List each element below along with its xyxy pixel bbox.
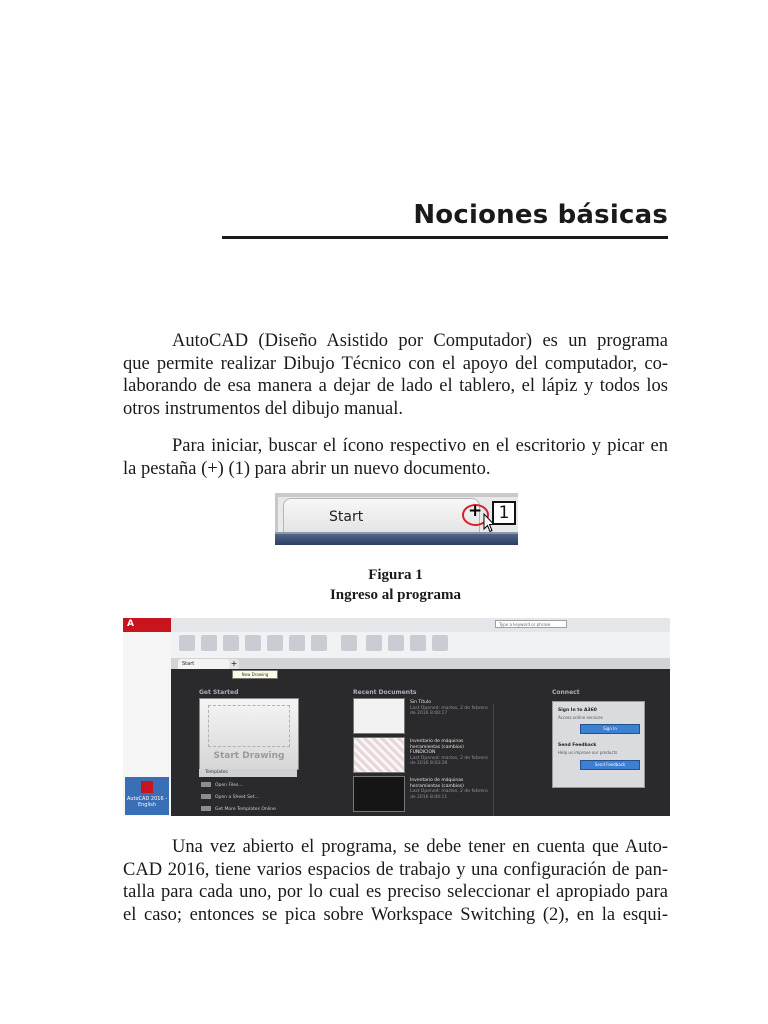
figure-1-title: Ingreso al programa (329, 587, 462, 603)
drawing-preview (208, 705, 290, 747)
block-tool-icon[interactable] (341, 635, 357, 651)
sign-in-subtitle: Access online services (558, 715, 603, 720)
open-files-link[interactable] (201, 782, 243, 788)
sign-in-title: Sign In to A360 (558, 708, 597, 713)
circle-tool-icon[interactable] (223, 635, 239, 651)
figure-2-autocad-screenshot (123, 618, 670, 816)
recent-document-thumbnail[interactable] (353, 737, 405, 773)
view-tool-icon[interactable] (432, 635, 448, 651)
text-line: Una vez abierto el programa, se debe tener en cuenta que Auto- (172, 837, 668, 857)
download-icon (201, 806, 211, 811)
start-tab[interactable] (283, 498, 483, 533)
clipboard-tool-icon[interactable] (410, 635, 426, 651)
page-title: Nociones básicas (413, 200, 668, 230)
text-line: la pestaña (+) (1) para abrir un nuevo documento. (123, 458, 491, 479)
figure-1-tab-screenshot (275, 493, 518, 545)
text-line: talla para cada uno, por lo cual es preciso seleccionar el apropiado para (123, 882, 668, 903)
paragraph-intro (123, 330, 668, 420)
start-drawing-label: Start Drawing (213, 751, 285, 761)
tabbar-bottom (275, 532, 518, 545)
title-underline (222, 236, 668, 239)
paragraph-start (123, 435, 668, 480)
ribbon-tabs (171, 618, 670, 632)
new-drawing-tab[interactable]: + (230, 659, 238, 668)
utilities-tool-icon[interactable] (388, 635, 404, 651)
connect-panel (552, 701, 645, 788)
text-line: CAD 2016, tiene varios espacios de trabajo y una configuración de pan- (123, 859, 668, 880)
tabbar-top (275, 493, 518, 497)
text-line: que permite realizar Dibujo Técnico con el apoyo del computador, co- (123, 353, 668, 374)
feedback-subtitle: Help us improve our products (558, 750, 618, 755)
start-tab-label: Start (329, 509, 364, 525)
recent-document-date: Last Opened: martes, 2 de febrero de 2016 8:00:17 (410, 705, 488, 716)
sheet-set-icon (201, 794, 211, 799)
recent-document-title: Inventario de máquinas herramientas (cambios) (410, 778, 464, 789)
recent-document-date: Last Opened: martes, 2 de febrero de 2016 8:03:28 (410, 755, 488, 766)
recent-document-item[interactable] (410, 739, 490, 767)
open-files-label: Open Files... (215, 783, 243, 788)
text-line: laborando de esa manera a dejar de lado el tablero, el lápiz y todos los (123, 376, 668, 397)
recent-document-thumbnail[interactable] (353, 776, 405, 812)
figure-1-number: Figura 1 (368, 567, 423, 583)
ribbon (171, 632, 670, 659)
line-tool-icon[interactable] (179, 635, 195, 651)
recent-documents-heading: Recent Documents (353, 689, 417, 696)
text-line: Para iniciar, buscar el ícono respectivo en el escritorio y picar en (172, 436, 668, 456)
templates-dropdown[interactable]: Templates (199, 769, 297, 777)
text-tool-icon[interactable] (245, 635, 261, 651)
polyline-tool-icon[interactable] (201, 635, 217, 651)
properties-tool-icon[interactable] (311, 635, 327, 651)
paragraph-workspace (123, 836, 668, 926)
start-file-tab[interactable]: Start (178, 659, 230, 669)
groups-tool-icon[interactable] (366, 635, 382, 651)
tooltip: New Drawing (232, 670, 278, 679)
new-tab-plus-button[interactable]: + (468, 501, 483, 521)
autocad-taskbar-button[interactable] (125, 777, 169, 815)
get-templates-label: Get More Templates Online (215, 807, 276, 812)
recent-document-date: Last Opened: martes, 2 de febrero de 2016 8:04:11 (410, 789, 488, 800)
autocad-logo-icon (123, 618, 171, 632)
sign-in-button[interactable]: Sign In (580, 724, 640, 734)
connect-heading: Connect (552, 689, 580, 696)
text-line: otros instrumentos del dibujo manual. (123, 398, 404, 419)
column-divider (493, 704, 494, 816)
file-tabbar (171, 658, 670, 669)
get-templates-link[interactable] (201, 806, 276, 812)
folder-icon (201, 782, 211, 787)
recent-document-item[interactable] (410, 700, 490, 717)
feedback-title: Send Feedback (558, 743, 597, 748)
get-started-heading: Get Started (199, 689, 239, 696)
callout-number: 1 (492, 501, 516, 525)
send-feedback-button[interactable]: Send Feedback (580, 760, 640, 770)
search-input[interactable]: Type a keyword or phrase (495, 620, 567, 628)
recent-document-title: Sin Título (410, 700, 432, 705)
open-sheet-set-label: Open a Sheet Set... (215, 795, 259, 800)
dimension-tool-icon[interactable] (267, 635, 283, 651)
text-line: AutoCAD (Diseño Asistido por Computador) es un programa (172, 331, 668, 351)
text-line: el caso; entonces se pica sobre Workspace Switching (2), en la esqui- (123, 904, 668, 925)
start-drawing-card[interactable] (199, 698, 299, 770)
taskbar-label: AutoCAD 2016 - English (126, 796, 168, 808)
recent-document-thumbnail[interactable] (353, 698, 405, 734)
layers-tool-icon[interactable] (289, 635, 305, 651)
recent-document-title: Inventario de máquinas herramientas (cambios) FUNDICION (410, 739, 464, 755)
open-sheet-set-link[interactable] (201, 794, 259, 800)
recent-document-item[interactable] (410, 778, 490, 800)
autocad-app-icon (141, 781, 153, 793)
